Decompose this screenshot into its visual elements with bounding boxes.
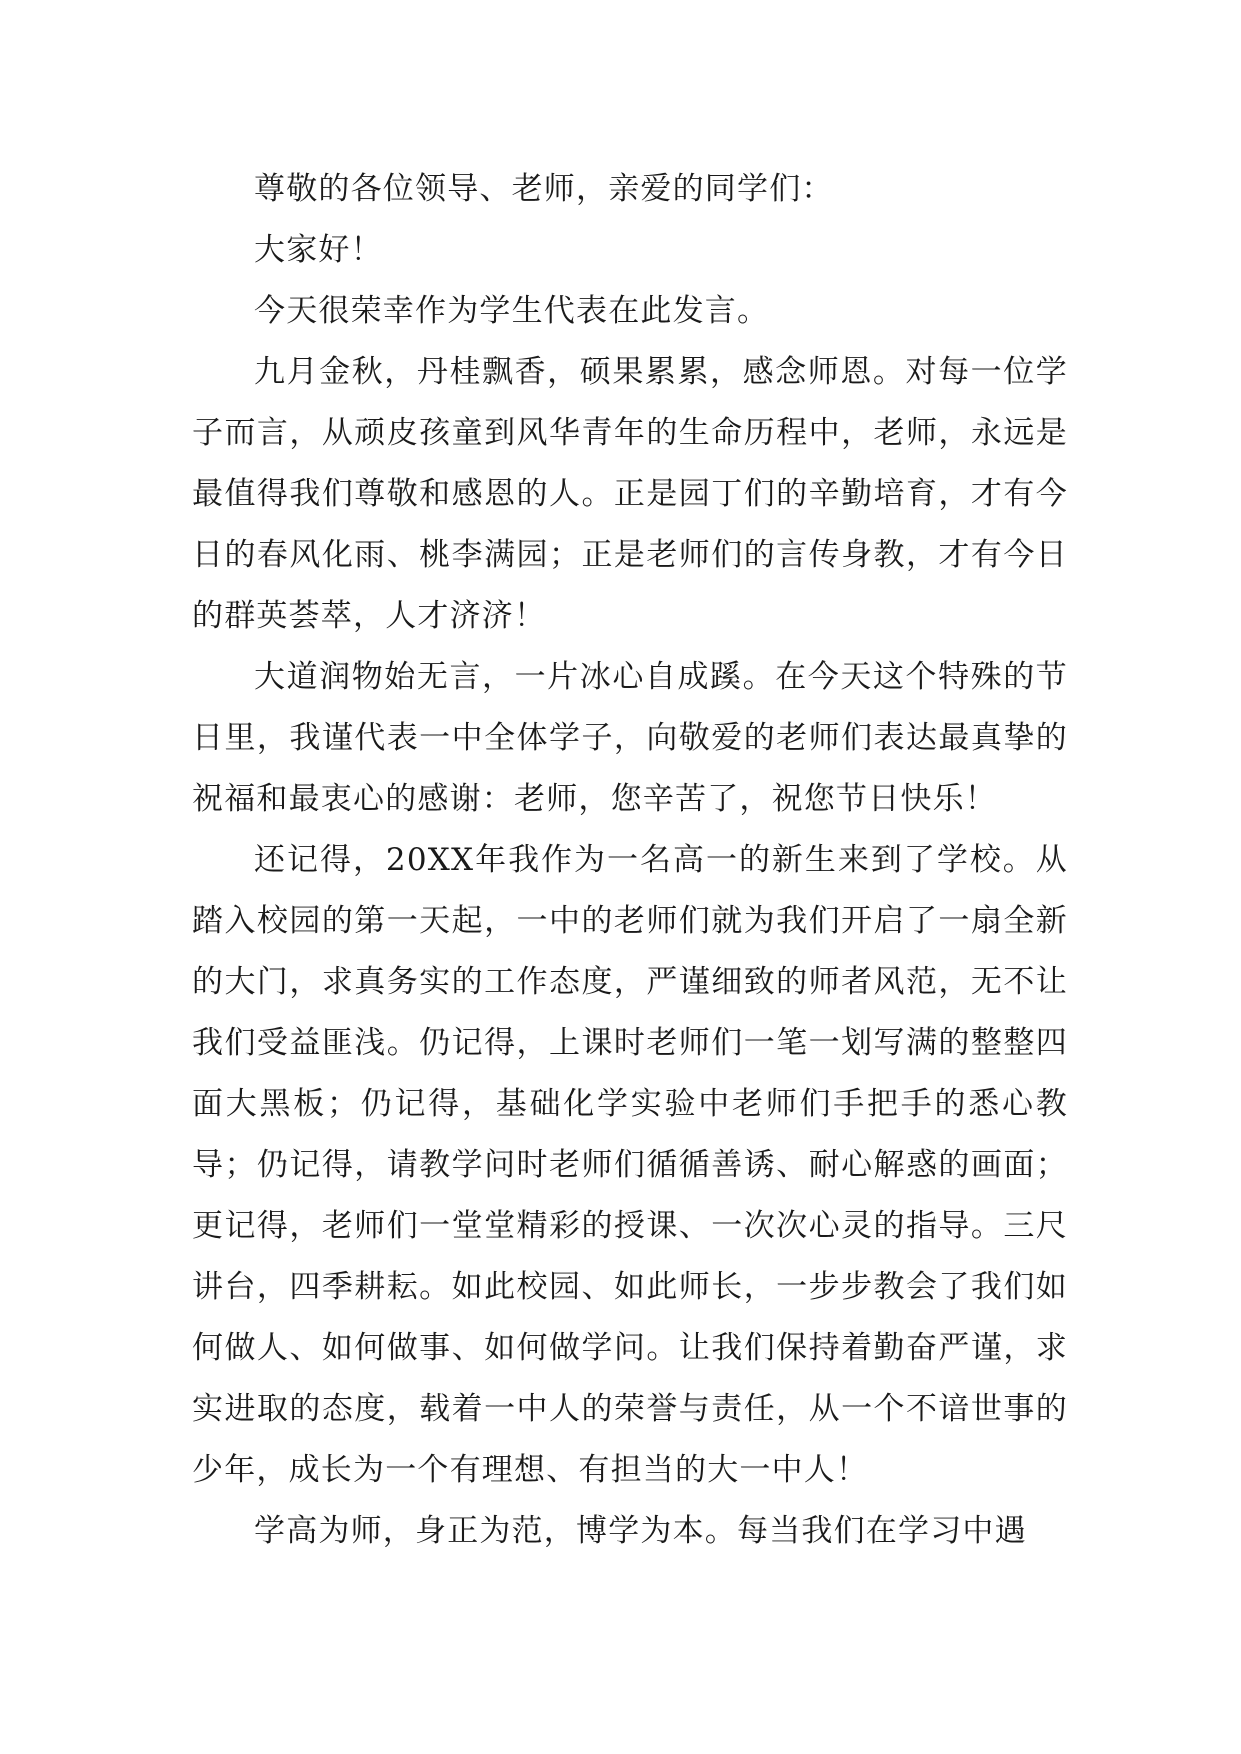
body-paragraph: 还记得，20XX年我作为一名高一的新生来到了学校。从踏入校园的第一天起，一中的老师们就为我们开启了一扇全新的大门，求真务实的工作态度，严谨细致的师者风范，无不让我们受益匪浅。仍记得，上课时老师们一笔一划写满的整整四面大黑板；仍记得，基础化学实验中老师们手把手的悉心教导；仍记得，请教学问时老师们循循善诱、耐心解惑的画面；更记得，老师们一堂堂精彩的授课、一次次心灵的指导。三尺讲台，四季耕耘。如此校园、如此师长，一步步教会了我们如何做人、如何做事、如何做学问。让我们保持着勤奋严谨，求实进取的态度，载着一中人的荣誉与责任，从一个不谙世事的少年，成长为一个有理想、有担当的大一中人！	[192, 842, 1068, 1488]
document-body	[192, 159, 1068, 1562]
body-paragraph: 九月金秋，丹桂飘香，硕果累累，感念师恩。对每一位学子而言，从顽皮孩童到风华青年的生命历程中，老师，永远是最值得我们尊敬和感恩的人。正是园丁们的辛勤培育，才有今日的春风化雨、桃李满园；正是老师们的言传身教，才有今日的群英荟萃，人才济济！	[192, 354, 1068, 634]
salutation-paragraph: 尊敬的各位领导、老师，亲爱的同学们：	[254, 171, 834, 207]
body-paragraph: 大道润物始无言，一片冰心自成蹊。在今天这个特殊的节日里，我谨代表一中全体学子，向敬爱的老师们表达最真挚的祝福和最衷心的感谢：老师，您辛苦了，祝您节日快乐！	[192, 659, 1068, 817]
body-paragraph: 学高为师，身正为范，博学为本。每当我们在学习中遇	[254, 1513, 1027, 1549]
intro-paragraph: 今天很荣幸作为学生代表在此发言。	[254, 293, 770, 329]
greeting-paragraph: 大家好！	[254, 232, 383, 268]
